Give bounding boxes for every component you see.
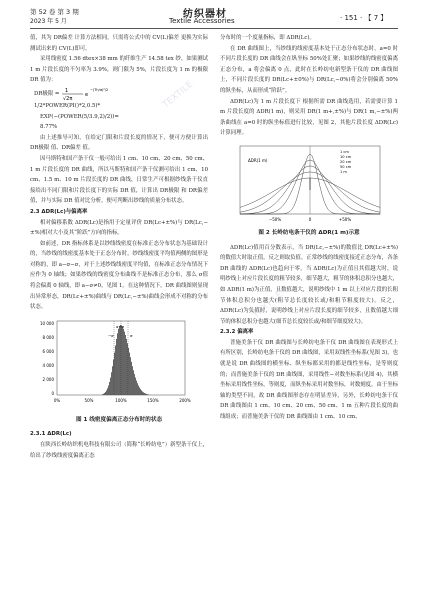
histogram-bar	[133, 370, 134, 395]
section-heading-2-3-2: 2.3.2 偏离率	[220, 329, 254, 336]
paragraph: 如前述，DR 指标体系是以纱线线密度在标准正态分布状态为基础设计的，当纱线的线密度基本处于正态分布时，纱线线密度平均值两侧的图形是对称的，即 a−σ−σ，对于上述纱线线密度平均值，在标准正态分布情况下应作为 0 轴线；如果纱线的线密度分布曲线不是标准正态分布，那么 σ值将会偏离 0 轴线，即 a−σ≠0，见图 1。在这种情况下，DR 曲线图则显现出异常形态，DR(Lc+±%)曲线与 DR(Lc,−±%)曲线会形成不对称的分布状态。	[30, 240, 208, 311]
histogram-bar	[111, 372, 112, 395]
watermark: TEXTILE	[251, 289, 286, 321]
x-tick-label: 100%	[115, 397, 127, 403]
y-tick-label: 10 000	[40, 320, 54, 326]
watermark: TEXTILE	[161, 79, 196, 111]
right-column	[220, 33, 398, 423]
histogram-bar	[110, 377, 111, 394]
histogram-bar	[137, 383, 138, 395]
histogram-bar	[148, 394, 149, 395]
histogram-bar	[104, 393, 105, 395]
y-tick-label: 4 000	[42, 362, 54, 368]
paragraph: 分布时的一个度量指标，即 ΔDR(Lc)。	[220, 35, 315, 41]
formula-line: 8.77%	[40, 124, 58, 131]
histogram-bar	[127, 343, 128, 395]
histogram-bar	[113, 359, 114, 394]
histogram-bar	[131, 362, 132, 395]
annotation-sigma: σ	[130, 332, 133, 338]
formula-numerator: 1	[65, 87, 69, 94]
formula-denominator: √2π	[63, 95, 73, 101]
x-tick-label: 150%	[147, 397, 159, 403]
journal-english-title: Textile Accessories	[169, 17, 235, 25]
x-tick-label: 0	[308, 216, 312, 222]
paragraph: ΔDR(Lc)值用百分数表示，当 DR(Lc,−±%)的数值比 DR(Lc+±%)的数值大时取正值，反之则取负值。正常纱线的线密度接近正态分布，各条 DR 曲线的 ΔDR(Lc)也趋向于零。当 ΔDR(Lc)为正值且其值越大时，说明纱线上对应片段长度的粗节较多，细节越大，粗节的体积总积分也越大，如 ΔDR(1 m)为正值，且数值越大，说明纱线中 1 m 以上对应片段的长粗节体积总积分也越大(粗节总长度较长或/和粗节粗度较大)。反之，ΔDR(Lc)为负值时，说明纱线上对应片段长度的细节较多，且数值越大细节的体积总积分也越大(细节总长度较长或/和细节细度较大)。	[220, 244, 398, 325]
paragraph: 采用线密度 1.56 dtex×38 mm 的纤维生产 14.58 tex 纱，如果测试 1 m 片段长度的不匀率为 3.9%，则门限为 5%，片段长度为 1 m 的极限 DR 值为：	[30, 56, 208, 84]
histogram-bar	[139, 387, 140, 395]
header-rule	[30, 28, 398, 29]
histogram-bar	[119, 326, 120, 395]
paragraph: 在陕西长岭纺织机电科技有限公司（简称“长岭纺电”）新型条干仪上，给出了纱线线密度偏离正态	[30, 442, 208, 459]
histogram-bar	[118, 329, 119, 395]
journal-title: 纺织器材	[183, 9, 227, 20]
y-axis-ticks	[40, 321, 54, 396]
y-tick-label: 6 000	[42, 348, 54, 354]
paragraph: 普施美条干仪 DR 曲线图与长岭纺电条干仪 DR 曲线图在表现形式上有所区别，长岭纺电条干仪的 DR 曲线图，采用双线性坐标系(见图 3)，也就是说 DR 曲线图的横坐标、纵坐标都采用的都是线性坐标，是等则度的；而普施美条干仪的 DR 曲线图，采用线性−对数坐标系(见图 4)，其横坐标采用线性坐标，等则度，而纵坐标采用对数坐标，对数刻度。由于坐标轴的类型不同，故 DR 曲线图形态存在明显差异，另外，长岭纺电条干仪 DR 曲线图由 1 cm、10 cm、20 cm、50 cm、1 m 五种片段长度的曲线组成；而普施美条干仪的 DR 曲线图由 1 cm、10 cm、	[220, 339, 398, 421]
histogram-bar	[129, 352, 130, 394]
x-tick-label: 200%	[179, 397, 191, 403]
legend-entry: 50 cm	[340, 164, 352, 169]
formula-fraction	[61, 86, 121, 101]
formula-block	[30, 86, 208, 133]
histogram-bar	[116, 339, 117, 395]
paragraph: 因马斯特和国产条干仪一般可给出 1 cm、10 cm、20 cm、50 cm、1 m 片段长度的 DR 曲线，所以马斯特和国产条干仪测可给出 1 cm、10 cm、1.5 m、10 m 片段长度的 DR 曲线，日常生产可根据纱线条干仪直接给出不同门限和片段长度下的实际 DR 值，计算出 DR极限 和 DR偏差 值，并与实际 DR 值对比分析，便可判断出纱线的质量分布状态。	[30, 155, 208, 205]
histogram-bar	[102, 394, 103, 395]
histogram-bar	[142, 391, 143, 395]
y-tick-label: 2 000	[42, 376, 54, 382]
histogram-bar	[134, 374, 135, 395]
histogram-bar	[117, 333, 118, 395]
histogram-bar	[105, 392, 106, 395]
x-tick-label: +50%	[338, 216, 352, 222]
histogram-bar	[123, 329, 124, 395]
histogram-bar	[120, 325, 121, 395]
histogram-bar	[112, 366, 113, 395]
figure-1-caption: 图 1 线密度偏离正态分布时的状态	[75, 416, 163, 423]
legend-entry: 10 cm	[340, 154, 352, 159]
figure-2-dr-curves	[220, 142, 398, 226]
x-tick-label: 50%	[84, 397, 94, 403]
left-column	[30, 33, 208, 461]
x-axis-ticks	[269, 217, 351, 222]
section-heading-2-3-1: 2.3.1 ΔDR(Lc)	[30, 431, 72, 438]
x-tick-label: −50%	[268, 216, 282, 222]
histogram-bar	[130, 357, 131, 395]
histogram-bar	[122, 327, 123, 395]
section-heading-2-3: 2.3 ΔDR(Lc)与偏离率	[30, 208, 88, 215]
histogram-bar	[124, 331, 125, 394]
histogram-bar	[147, 394, 148, 395]
histogram-bar	[106, 390, 107, 395]
annotation-minus-sigma: −σ	[108, 332, 114, 338]
histogram-bar	[115, 345, 116, 394]
histogram-bar	[135, 377, 136, 394]
legend-entry: 1 m	[340, 169, 347, 174]
issue-date: 2023 年 5 月	[30, 18, 67, 25]
page-header	[0, 0, 427, 30]
histogram-bar	[140, 389, 141, 395]
histogram-bar	[136, 380, 137, 394]
paragraph: 值，其为 DR偏差 计算方法相同，只需将公式中的 CV(L)偏差 更换为实际测试出来的 CV(L)即可。	[30, 35, 208, 52]
legend-entry: 1 cm	[340, 149, 349, 154]
paragraph: ΔDR(Lc)为 1 m 片段长度下 根据所需 DR 曲线选用，若需要计算 1 m 片段长度的 ΔDR(1 m)，则采用 DR(1 m+,±%)与 DR(1 m,−±%)两条曲线在 a=0 时的纵坐标值进行比较，见图 2，其他片段长度 ΔDR(Lc)计算同理。	[220, 98, 398, 137]
legend	[340, 150, 352, 174]
histogram-bar	[103, 394, 104, 395]
legend-entry: 20 cm	[340, 159, 352, 164]
volume-issue: 第 52 卷 第 3 期	[30, 8, 79, 16]
paragraph: 在 DR 曲线图上，当纱线的线密度基本处于正态分布状态时，a=0 时不同片段长度的 DR 曲线会在纵坐标 50%处汇聚；如果纱线的线密度偏离正态分布，a 将会偏离 0 点，此时在长岭纺电新型条干仪的 DR 曲线图上，不同片段长度的 DR(Lc+±0%)与 DR(Lc,−0%)将会分别偏离 50%的纵坐标，从而形成“阶跃”。	[220, 45, 398, 94]
y-tick-label: 8 000	[42, 334, 54, 340]
formula-line: EXP(−(POWER(5/3.9,2)/2))=	[40, 113, 119, 120]
paragraph: 相对偏移系数 ΔDR(Lc)是指用于定量评价 DR(Lc+±%)与 DR(Lc,−±%)相对大小及其“阶跃”方向的指标。	[30, 219, 208, 237]
delta-dr-label: ΔDR(1 m)	[248, 157, 268, 163]
annotation-a-sigma: a−σ	[116, 323, 124, 329]
y-tick-label: 0	[51, 390, 54, 396]
histogram-bar	[107, 388, 108, 395]
histogram-bar	[144, 393, 145, 395]
x-tick-label: 0%	[53, 397, 61, 403]
formula-exp: e	[85, 91, 89, 98]
formula-lhs: DR极限 =	[34, 90, 62, 97]
histogram-bar	[143, 392, 144, 395]
histogram-bar	[145, 393, 146, 394]
histogram-bar	[141, 390, 142, 395]
figure-1-histogram	[30, 317, 208, 413]
histogram-bar	[109, 382, 110, 395]
histogram-bar	[126, 339, 127, 395]
histogram-bar	[108, 385, 109, 394]
formula-line: 1/2*POWER(PI()*2,0.5)*	[34, 102, 101, 109]
histogram-bar	[132, 366, 133, 395]
figure-2-caption: 图 2 长岭纺电条干仪的 ΔDR(1 m)示意	[258, 229, 360, 236]
x-axis-ticks	[54, 398, 191, 403]
page-number: · 151 · 【 7 】	[340, 14, 388, 22]
paragraph: 由上述推导可知，在给定门限和片段长度的情况下，便可方便计算出 DR极限 值、DR偏差 值。	[30, 134, 208, 152]
histogram-bar	[138, 385, 139, 394]
histogram-bar	[146, 394, 147, 395]
histogram-bar	[125, 335, 126, 395]
formula-exponent: −(Th/σ)²/2	[90, 87, 109, 92]
